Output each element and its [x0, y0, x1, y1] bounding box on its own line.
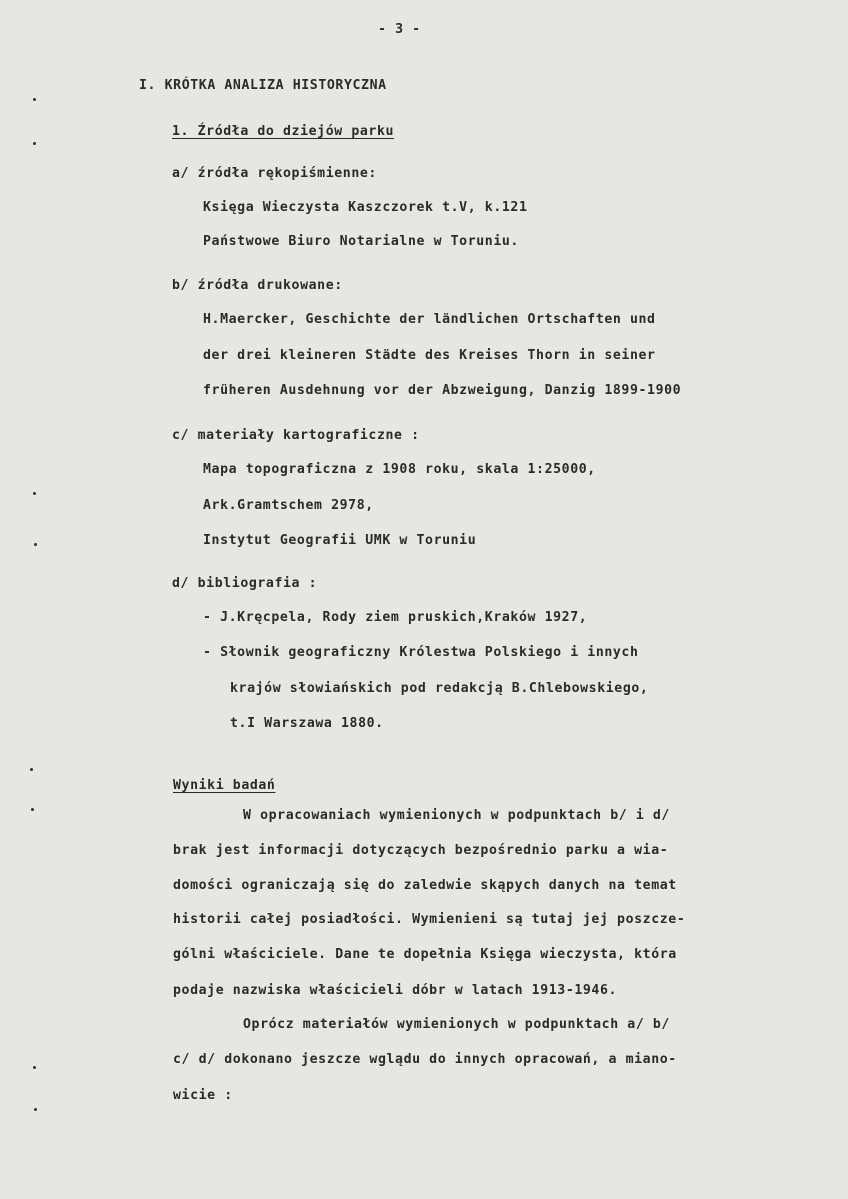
section-title: 1. Źródła do dziejów parku	[172, 124, 395, 139]
item-a-line: Państwowe Biuro Notarialne w Toruniu.	[203, 234, 519, 249]
item-b-line: früheren Ausdehnung vor der Abzweigung, Danzig 1899-1900	[203, 383, 682, 398]
margin-mark	[33, 98, 36, 101]
item-c-label: c/ materiały kartograficzne :	[172, 428, 420, 443]
margin-mark	[34, 1108, 37, 1111]
chapter-heading: I. KRÓTKA ANALIZA HISTORYCZNA	[139, 78, 387, 93]
item-b-label: b/ źródła drukowane:	[172, 278, 343, 293]
results-paragraph-line: gólni właściciele. Dane te dopełnia Księga wieczysta, która	[173, 947, 677, 962]
item-c-line: Ark.Gramtschem 2978,	[203, 498, 374, 513]
margin-mark	[31, 808, 34, 811]
item-b-line: der drei kleineren Städte des Kreises Thorn in seiner	[203, 348, 656, 363]
page-number: - 3 -	[378, 22, 421, 37]
results-paragraph-line: c/ d/ dokonano jeszcze wglądu do innych opracowań, a miano-	[173, 1052, 677, 1067]
results-paragraph-line: wicie :	[173, 1088, 233, 1103]
margin-mark	[30, 768, 33, 771]
item-a-label: a/ źródła rękopiśmienne:	[172, 166, 377, 181]
margin-mark	[33, 142, 36, 145]
results-paragraph-line: Oprócz materiałów wymienionych w podpunktach a/ b/	[243, 1017, 670, 1032]
bibliography-entry: krajów słowiańskich pod redakcją B.Chlebowskiego,	[230, 681, 649, 696]
item-b-line: H.Maercker, Geschichte der ländlichen Ortschaften und	[203, 312, 656, 327]
item-a-line: Księga Wieczysta Kaszczorek t.V, k.121	[203, 200, 528, 215]
results-paragraph-line: brak jest informacji dotyczących bezpośrednio parku a wia-	[173, 843, 669, 858]
results-paragraph-line: domości ograniczają się do zaledwie skąpych danych na temat	[173, 878, 677, 893]
bibliography-entry: t.I Warszawa 1880.	[230, 716, 384, 731]
margin-mark	[33, 1066, 36, 1069]
bibliography-entry: - Słownik geograficzny Królestwa Polskiego i innych	[203, 645, 639, 660]
results-paragraph-line: historii całej posiadłości. Wymienieni są tutaj jej poszcze-	[173, 912, 686, 927]
item-d-label: d/ bibliografia :	[172, 576, 318, 591]
item-c-line: Instytut Geografii UMK w Toruniu	[203, 533, 477, 548]
results-paragraph-line: W opracowaniach wymienionych w podpunktach b/ i d/	[243, 808, 670, 823]
item-c-line: Mapa topograficzna z 1908 roku, skala 1:25000,	[203, 462, 596, 477]
results-title: Wyniki badań	[173, 778, 276, 793]
margin-mark	[34, 543, 37, 546]
results-paragraph-line: podaje nazwiska właścicieli dóbr w latach 1913-1946.	[173, 983, 618, 998]
margin-mark	[33, 492, 36, 495]
bibliography-entry: - J.Kręcpela, Rody ziem pruskich,Kraków 1927,	[203, 610, 588, 625]
